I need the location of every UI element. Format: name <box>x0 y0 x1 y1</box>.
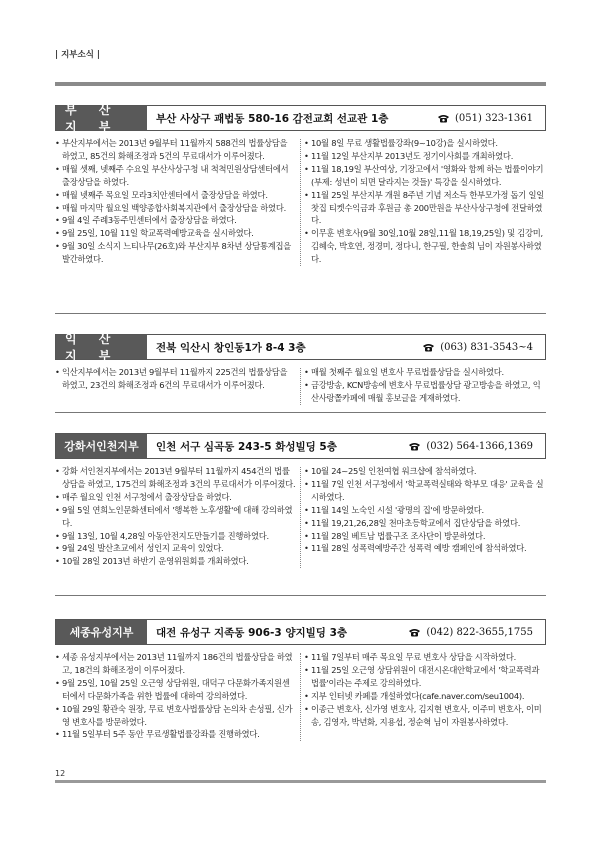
section-body <box>55 465 546 568</box>
list-item: • 11월 19,21,26,28일 천마초등학교에서 집단상담을 하였다. <box>304 517 545 530</box>
list-item: • 11월 7일 인천 서구청에서 '학교폭력실태와 학부모 대응' 교육을 실시하였다. <box>304 478 545 504</box>
list-item: • 11월 14일 노숙인 시설 '광명의 집'에 방문하였다. <box>304 504 545 517</box>
right-item-list <box>304 137 545 266</box>
list-item: • 11월 12일 부산지부 2013년도 정기이사회를 개최하였다. <box>304 150 545 163</box>
list-item: • 9월 24일 발산초교에서 성인지 교육이 있었다. <box>55 542 296 555</box>
branch-phone-number: (063) 831-3543~4 <box>440 341 533 353</box>
list-item: • 11월 7일부터 매주 목요일 무료 변호사 상담을 시작하였다. <box>304 651 545 664</box>
section-header-bar <box>55 103 546 134</box>
phone-icon <box>422 343 435 352</box>
branch-title: 부 산 지 부 <box>56 106 147 130</box>
section-label: | 지부소식 | <box>55 50 100 60</box>
branch-phone <box>408 434 533 458</box>
column-divider <box>300 653 301 741</box>
list-item: • 9월 25일, 10월 11일 학교폭력예방교육을 실시하였다. <box>55 227 296 240</box>
branch-address: 인천 서구 심곡동 243-5 화성빌딩 5층 <box>156 440 337 453</box>
list-item: • 지부 인터넷 카페를 개설하였다(cafe.naver.com/seu1004). <box>304 690 545 703</box>
list-item: • 금강방송, KCN방송에 변호사 무료법률상담 광고방송을 하였고, 익산사랑쫄카페에 매월 홍보글을 게재하였다. <box>304 379 545 405</box>
phone-icon <box>437 114 450 123</box>
list-item: • 9월 30일 소식지 느티나무(26호)와 부산지부 8차년 상담통계집을 발간하였다. <box>55 240 296 266</box>
section-body <box>55 651 546 741</box>
left-item-list <box>55 651 296 741</box>
list-item: • 9월 5일 연희노인문화센터에서 '행복한 노후생활'에 대해 강의하였다. <box>55 504 296 530</box>
section-sejong-yuseong <box>55 619 546 741</box>
list-item: • 11월 25일 오근영 상담위원이 대전시온대안학교에서 '학교폭력과 법률'이라는 주제로 강의하였다. <box>304 664 545 690</box>
list-item: • 매주 월요일 인천 서구청에서 출장상담을 하였다. <box>55 491 296 504</box>
section-rule <box>55 595 546 596</box>
column-divider <box>300 139 301 266</box>
list-item: • 9월 25일, 10월 25일 오근영 상담위원, 대덕구 다문화가족지원센터에서 다문화가족을 위한 법률에 대하여 강의하였다. <box>55 677 296 703</box>
branch-address: 전북 익산시 창인동1가 8-4 3층 <box>156 341 306 354</box>
list-item: • 10월 24~25일 인천여협 워크샵에 참석하였다. <box>304 465 545 478</box>
phone-icon <box>408 628 421 637</box>
list-item: • 익산지부에서는 2013년 9월부터 11월까지 225건의 법률상담을 하였고, 23건의 화해조정과 6건의 무료대서가 이루어졌다. <box>55 366 296 392</box>
list-item: • 10월 28일 2013년 하반기 운영위원회를 개최하였다. <box>55 555 296 568</box>
section-rule <box>55 313 546 314</box>
branch-address: 대전 유성구 지족동 906-3 양지빌딩 3층 <box>156 626 348 639</box>
list-item: • 매월 셋째, 넷째주 수요일 부산사상구청 내 척척민원상담센터에서 출장상담을 하였다. <box>55 163 296 189</box>
section-busan <box>55 105 546 266</box>
list-item: • 11월 25일 부산지부 개원 8주년 기념 저소득 한부모가정 돕기 일일찻집 티켓수익금과 후원금 총 200만원을 부산사상구청에 전달하였다. <box>304 189 545 228</box>
branch-phone-number: (042) 822-3655,1755 <box>426 626 533 638</box>
branch-address: 부산 사상구 괘법동 580-16 감전교회 선교관 1층 <box>156 112 389 125</box>
left-item-list <box>55 465 296 568</box>
branch-phone <box>437 106 533 130</box>
list-item: • 부산지부에서는 2013년 9월부터 11월까지 588건의 법률상담을 하였고, 85건의 화해조정과 5건의 무료대서가 이루어졌다. <box>55 137 296 163</box>
list-item: • 이종근 변호사, 신가영 변호사, 김지현 변호사, 이주미 변호사, 이미송, 김영자, 박년화, 지용섭, 정순혁 님이 자원봉사하였다. <box>304 703 545 729</box>
section-ganghwa-seoincheon <box>55 433 546 568</box>
list-item: • 이무훈 변호사(9월 30일,10월 28일,11월 18,19,25일) 및 김강미, 김혜숙, 박호연, 정경미, 정다니, 한구필, 한솔희 님이 자원봉사하였다. <box>304 227 545 266</box>
left-item-list <box>55 137 296 266</box>
right-item-list <box>304 465 545 555</box>
list-item: • 매월 첫째주 월요일 변호사 무료법률상담을 실시하였다. <box>304 366 545 379</box>
list-item: • 10월 8일 무료 생활법률강좌(9~10강)을 실시하였다. <box>304 137 545 150</box>
column-divider <box>300 368 301 405</box>
page-number: 12 <box>55 769 66 778</box>
list-item: • 9월 13일, 10월 4,28일 아동안전지도만들기를 진행하였다. <box>55 530 296 543</box>
section-rule <box>55 412 546 413</box>
list-item: • 세종 유성지부에서는 2013년 11월까지 186건의 법률상담을 하였고, 18건의 화해조정이 이루어졌다. <box>55 651 296 677</box>
section-iksan <box>55 334 546 405</box>
list-item: • 11월 5일부터 5주 동안 무료생활법률강좌를 진행하였다. <box>55 728 296 741</box>
list-item: • 매월 마지막 월요일 백양종합사회복지관에서 출장상담을 하였다. <box>55 202 296 215</box>
column-divider <box>300 467 301 568</box>
header-rule <box>55 82 546 86</box>
list-item: • 강화 서인천지부에서는 2013년 9월부터 11월까지 454건의 법률상담을 하였고, 175건의 화해조정과 3건의 무료대서가 이루어졌다. <box>55 465 296 491</box>
section-header-bar <box>55 332 546 363</box>
branch-title: 익 산 지 부 <box>56 335 147 359</box>
branch-phone <box>422 335 533 359</box>
right-item-list <box>304 651 545 728</box>
list-item: • 11월 28일 성폭력예방주간 성폭력 예방 캠페인에 참석하였다. <box>304 542 545 555</box>
list-item: • 10월 29일 황관숙 원장, 무료 변호사법률상담 논의차 손성필, 신가영 변호사를 방문하였다. <box>55 703 296 729</box>
section-body <box>55 137 546 266</box>
section-header-bar <box>55 619 546 645</box>
branch-title: 강화서인천지부 <box>56 434 147 458</box>
phone-icon <box>408 442 421 451</box>
section-body <box>55 366 546 405</box>
footer-rule <box>55 780 546 783</box>
branch-phone-number: (032) 564-1366,1369 <box>426 440 533 452</box>
section-header-bar <box>55 433 546 459</box>
left-item-list <box>55 366 296 392</box>
list-item: • 매월 넷째주 목요일 모라3치안센터에서 출장상담을 하였다. <box>55 189 296 202</box>
list-item: • 9월 4일 주례3동주민센터에서 출장상담을 하였다. <box>55 214 296 227</box>
branch-phone-number: (051) 323-1361 <box>455 112 533 124</box>
list-item: • 11월 18,19일 부산여상, 기장고에서 '영화와 함께 하는 법률이야기(부제: 성년이 되면 달라지는 것들)' 특강을 실시하였다. <box>304 163 545 189</box>
branch-title: 세종유성지부 <box>56 620 147 644</box>
list-item: • 11월 28일 베트남 법률구조 조사단이 방문하였다. <box>304 530 545 543</box>
right-item-list <box>304 366 545 405</box>
branch-phone <box>408 620 533 644</box>
